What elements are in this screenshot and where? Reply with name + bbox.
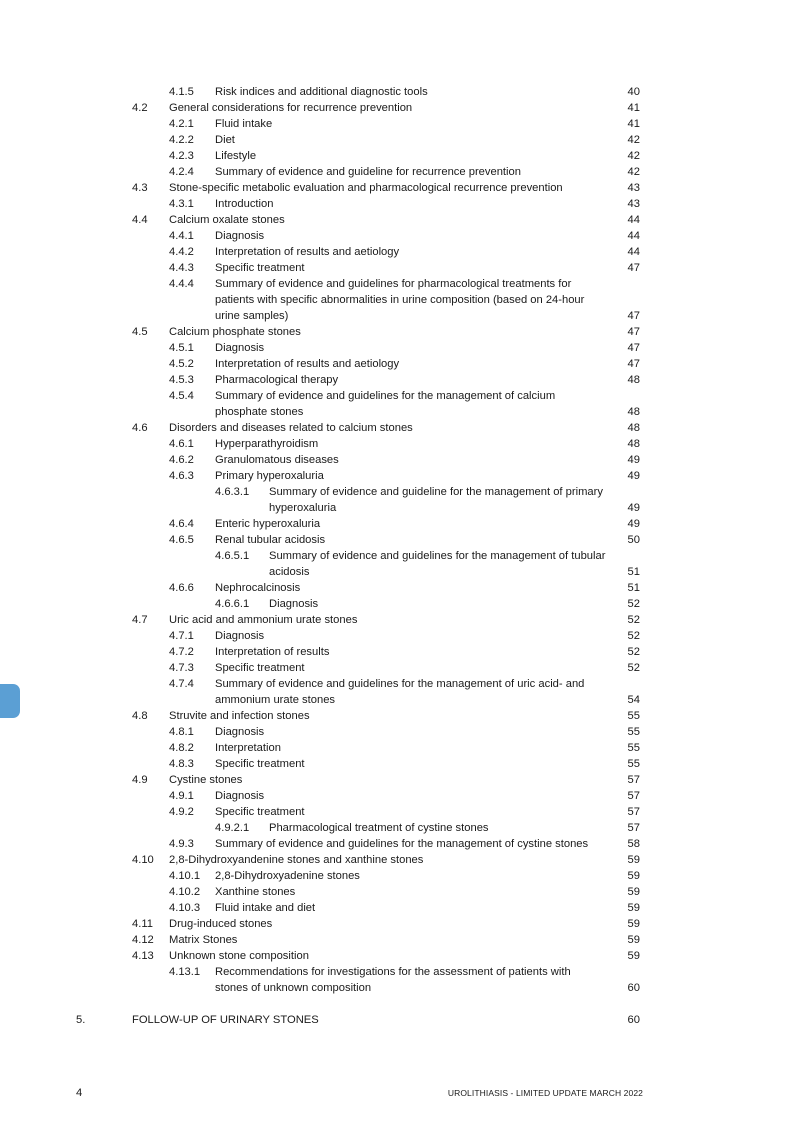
toc-entry[interactable] [0,708,793,724]
toc-entry[interactable] [0,580,793,596]
toc-entry[interactable] [0,548,793,564]
toc-entry[interactable] [0,628,793,644]
toc-entry-title: Diagnosis [215,230,265,242]
toc-entry-number: 4.6.1 [169,438,194,450]
toc-entry[interactable] [0,436,793,452]
toc-entry-page: 59 [627,902,640,914]
toc-entry-title: Xanthine stones [215,886,296,898]
toc-entry-page: 47 [627,262,640,274]
toc-entry-number: 4.10.2 [169,886,201,898]
toc-entry-page: 58 [627,838,640,850]
toc-entry[interactable] [0,788,793,804]
toc-entry-number: 4.13.1 [169,966,201,978]
toc-entry[interactable] [0,452,793,468]
toc-entry[interactable] [0,932,793,948]
toc-entry[interactable] [0,1012,793,1028]
toc-entry-title: Enteric hyperoxaluria [215,518,321,530]
toc-entry-number: 4.8.1 [169,726,194,738]
toc-entry-number: 4.3 [132,182,148,194]
toc-entry-title: Uric acid and ammonium urate stones [169,614,358,626]
toc-entry-number: 4.5.1 [169,342,194,354]
toc-entry-number: 4.11 [132,918,153,930]
toc-entry-number: 4.9.2 [169,806,194,818]
toc-entry-page: 55 [627,710,640,722]
toc-entry-title: patients with specific abnormalities in urine composition (based on 24-hour [215,294,585,306]
toc-entry-page: 47 [627,326,640,338]
toc-entry[interactable] [0,132,793,148]
toc-entry-page: 59 [627,934,640,946]
toc-entry-title: Risk indices and additional diagnostic tools [215,86,428,98]
toc-entry-number: 4.5 [132,326,148,338]
toc-entry[interactable] [0,196,793,212]
toc-entry-title: Pharmacological therapy [215,374,339,386]
toc-entry-number: 4.10.1 [169,870,201,882]
toc-entry-page: 42 [627,166,640,178]
toc-entry-number: 4.12 [132,934,154,946]
toc-entry-page: 57 [627,806,640,818]
toc-entry[interactable] [0,228,793,244]
toc-entry[interactable] [0,596,793,612]
toc-entry-title: Stone-specific metabolic evaluation and pharmacological recurrence prevention [169,182,563,194]
toc-entry-page: 60 [627,1014,640,1026]
toc-entry[interactable] [0,804,793,820]
toc-entry[interactable] [0,612,793,628]
toc-entry-title: Summary of evidence and guideline for recurrence prevention [215,166,521,178]
toc-entry-title: FOLLOW-UP OF URINARY STONES [132,1014,319,1026]
toc-entry-page: 47 [627,342,640,354]
toc-entry-number: 4.6.2 [169,454,194,466]
footer-page-number: 4 [76,1087,83,1099]
toc-entry-page: 52 [627,662,640,674]
toc-entry-title: Specific treatment [215,662,305,674]
toc-entry-number: 4.6.6.1 [215,598,250,610]
toc-entry[interactable] [0,900,793,916]
toc-entry-title: Interpretation of results and aetiology [215,358,400,370]
toc-entry[interactable] [0,404,793,420]
toc-entry-title: stones of unknown composition [215,982,372,994]
toc-entry-title: Diagnosis [215,790,265,802]
toc-entry-page: 43 [627,198,640,210]
toc-entry-number: 4.10.3 [169,902,201,914]
toc-entry-page: 44 [627,246,640,258]
toc-entry-title: hyperoxaluria [269,502,337,514]
toc-entry-title: Struvite and infection stones [169,710,310,722]
toc-entry-number: 4.2.3 [169,150,194,162]
toc-entry-title: Specific treatment [215,262,305,274]
toc-entry-page: 60 [627,982,640,994]
toc-entry-title: Nephrocalcinosis [215,582,301,594]
toc-entry-number: 4.4.2 [169,246,194,258]
toc-entry-page: 52 [627,614,640,626]
toc-entry-number: 4.5.2 [169,358,194,370]
toc-entry-number: 4.4.1 [169,230,194,242]
toc-entry-title: acidosis [269,566,310,578]
toc-entry-page: 41 [627,102,640,114]
toc-entry-page: 57 [627,774,640,786]
toc-entry-number: 4.7.3 [169,662,194,674]
toc-entry-page: 49 [627,502,640,514]
toc-entry[interactable] [0,516,793,532]
toc-entry-page: 42 [627,150,640,162]
toc-entry-page: 54 [627,694,640,706]
toc-entry-page: 47 [627,310,640,322]
toc-entry-title: Recommendations for investigations for the assessment of patients with [215,966,571,978]
toc-entry-title: Summary of evidence and guideline for the management of primary [269,486,603,498]
toc-entry-number: 4.2.1 [169,118,194,130]
toc-entry-page: 55 [627,742,640,754]
toc-entry-page: 44 [627,214,640,226]
toc-entry-title: Diagnosis [215,342,265,354]
toc-entry[interactable] [0,660,793,676]
toc-entry-page: 40 [627,86,640,98]
toc-entry-title: Fluid intake [215,118,273,130]
toc-entry-title: urine samples) [215,310,289,322]
toc-entry-number: 4.4.4 [169,278,194,290]
toc-entry[interactable] [0,116,793,132]
toc-entry[interactable] [0,180,793,196]
toc-entry-number: 4.2 [132,102,148,114]
toc-entry-title: 2,8-Dihydroxyadenine stones [215,870,360,882]
toc-entry-page: 48 [627,374,640,386]
toc-entry[interactable] [0,484,793,500]
toc-entry-number: 4.9.3 [169,838,194,850]
toc-entry-number: 4.4.3 [169,262,194,274]
toc-entry[interactable] [0,564,793,580]
toc-entry[interactable] [0,692,793,708]
toc-entry-page: 59 [627,886,640,898]
toc-entry[interactable] [0,276,793,292]
toc-entry-number: 4.8.3 [169,758,194,770]
toc-entry[interactable] [0,676,793,692]
toc-entry-title: Summary of evidence and guidelines for the management of tubular [269,550,606,562]
toc-entry[interactable] [0,964,793,980]
toc-entry-title: Introduction [215,198,274,210]
toc-entry[interactable] [0,212,793,228]
toc-entry-number: 4.9.2.1 [215,822,250,834]
toc-entry-number: 4.6.3.1 [215,486,250,498]
toc-entry[interactable] [0,740,793,756]
toc-entry-number: 4.8.2 [169,742,194,754]
toc-entry-number: 4.7.1 [169,630,194,642]
toc-entry-number: 4.6.4 [169,518,194,530]
toc-entry-page: 49 [627,470,640,482]
toc-entry-number: 4.2.2 [169,134,194,146]
toc-entry-title: Calcium phosphate stones [169,326,301,338]
toc-entry-title: Summary of evidence and guidelines for pharmacological treatments for [215,278,572,290]
toc-entry-title: Specific treatment [215,806,305,818]
toc-entry[interactable] [0,292,793,308]
toc-entry-page: 48 [627,438,640,450]
toc-entry[interactable] [0,84,793,100]
toc-entry[interactable] [0,884,793,900]
toc-entry-number: 4.10 [132,854,154,866]
toc-entry-page: 59 [627,918,640,930]
toc-entry-title: Diagnosis [269,598,319,610]
toc-entry-number: 4.6 [132,422,148,434]
toc-entry-title: Drug-induced stones [169,918,273,930]
toc-entry-page: 48 [627,406,640,418]
toc-entry-title: Specific treatment [215,758,305,770]
toc-entry-page: 51 [627,566,640,578]
toc-entry-page: 49 [627,518,640,530]
toc-entry-number: 4.9 [132,774,148,786]
toc-entry-page: 57 [627,790,640,802]
toc-entry-title: Hyperparathyroidism [215,438,319,450]
toc-entry-title: Disorders and diseases related to calcium stones [169,422,413,434]
toc-entry[interactable] [0,868,793,884]
toc-entry-number: 4.3.1 [169,198,194,210]
toc-entry-page: 57 [627,822,640,834]
toc-entry-page: 41 [627,118,640,130]
toc-entry[interactable] [0,324,793,340]
toc-entry-title: General considerations for recurrence prevention [169,102,413,114]
toc-entry-number: 5. [76,1014,86,1026]
toc-entry-title: Matrix Stones [169,934,238,946]
toc-entry[interactable] [0,948,793,964]
toc-entry-page: 50 [627,534,640,546]
toc-entry[interactable] [0,836,793,852]
toc-entry-page: 59 [627,870,640,882]
toc-entry[interactable] [0,308,793,324]
toc-entry[interactable] [0,756,793,772]
toc-entry-title: Interpretation of results and aetiology [215,246,400,258]
toc-entry[interactable] [0,852,793,868]
table-of-contents [0,84,793,1028]
toc-entry[interactable] [0,148,793,164]
toc-entry-page: 52 [627,646,640,658]
toc-entry-title: Granulomatous diseases [215,454,339,466]
toc-entry-number: 4.8 [132,710,148,722]
toc-entry[interactable] [0,420,793,436]
toc-entry-page: 52 [627,630,640,642]
toc-entry-title: Interpretation [215,742,281,754]
toc-entry[interactable] [0,468,793,484]
toc-entry-title: Calcium oxalate stones [169,214,285,226]
toc-entry-title: Lifestyle [215,150,257,162]
toc-entry-title: Diagnosis [215,726,265,738]
toc-entry-number: 4.13 [132,950,154,962]
page-footer [0,1086,793,1100]
toc-entry-title: phosphate stones [215,406,304,418]
toc-entry[interactable] [0,356,793,372]
footer-running-title: UROLITHIASIS - LIMITED UPDATE MARCH 2022 [447,1088,643,1098]
toc-entry-title: Diagnosis [215,630,265,642]
toc-entry-page: 59 [627,950,640,962]
toc-entry[interactable] [0,644,793,660]
toc-entry-page: 49 [627,454,640,466]
toc-entry-number: 4.6.3 [169,470,194,482]
toc-entry-title: Summary of evidence and guidelines for the management of cystine stones [215,838,589,850]
toc-entry-number: 4.5.3 [169,374,194,386]
toc-entry[interactable] [0,532,793,548]
toc-entry-title: ammonium urate stones [215,694,336,706]
toc-entry[interactable] [0,980,793,996]
toc-entry-title: Primary hyperoxaluria [215,470,324,482]
toc-entry-title: Summary of evidence and guidelines for the management of uric acid- and [215,678,585,690]
toc-entry-title: Unknown stone composition [169,950,309,962]
toc-entry-number: 4.7.4 [169,678,194,690]
toc-spacer [0,996,793,1012]
toc-entry-number: 4.7 [132,614,148,626]
toc-entry-title: Diet [215,134,235,146]
toc-entry-title: Renal tubular acidosis [215,534,326,546]
toc-entry-title: Pharmacological treatment of cystine stones [269,822,489,834]
toc-entry-title: Cystine stones [169,774,243,786]
toc-entry[interactable] [0,340,793,356]
toc-entry[interactable] [0,500,793,516]
toc-entry[interactable] [0,372,793,388]
toc-entry-page: 48 [627,422,640,434]
toc-entry[interactable] [0,244,793,260]
toc-entry-number: 4.6.5.1 [215,550,250,562]
toc-entry-page: 55 [627,726,640,738]
toc-entry-page: 42 [627,134,640,146]
toc-entry[interactable] [0,164,793,180]
toc-entry[interactable] [0,820,793,836]
toc-entry-page: 59 [627,854,640,866]
toc-entry-title: Interpretation of results [215,646,330,658]
toc-entry[interactable] [0,100,793,116]
toc-entry-title: Fluid intake and diet [215,902,316,914]
toc-entry-number: 4.4 [132,214,148,226]
toc-entry[interactable] [0,388,793,404]
toc-entry-page: 51 [627,582,640,594]
toc-entry-page: 43 [627,182,640,194]
toc-entry-page: 52 [627,598,640,610]
toc-entry-page: 47 [627,358,640,370]
toc-entry-number: 4.6.5 [169,534,194,546]
toc-entry-number: 4.5.4 [169,390,194,402]
toc-entry[interactable] [0,260,793,276]
toc-entry[interactable] [0,724,793,740]
toc-entry-number: 4.9.1 [169,790,194,802]
toc-entry-number: 4.2.4 [169,166,194,178]
toc-entry-number: 4.1.5 [169,86,194,98]
toc-entry[interactable] [0,916,793,932]
toc-entry-title: Summary of evidence and guidelines for the management of calcium [215,390,556,402]
toc-entry-page: 44 [627,230,640,242]
toc-entry-number: 4.6.6 [169,582,194,594]
toc-entry-page: 55 [627,758,640,770]
toc-entry-number: 4.7.2 [169,646,194,658]
toc-entry-title: 2,8-Dihydroxyandenine stones and xanthine stones [169,854,424,866]
toc-entry[interactable] [0,772,793,788]
